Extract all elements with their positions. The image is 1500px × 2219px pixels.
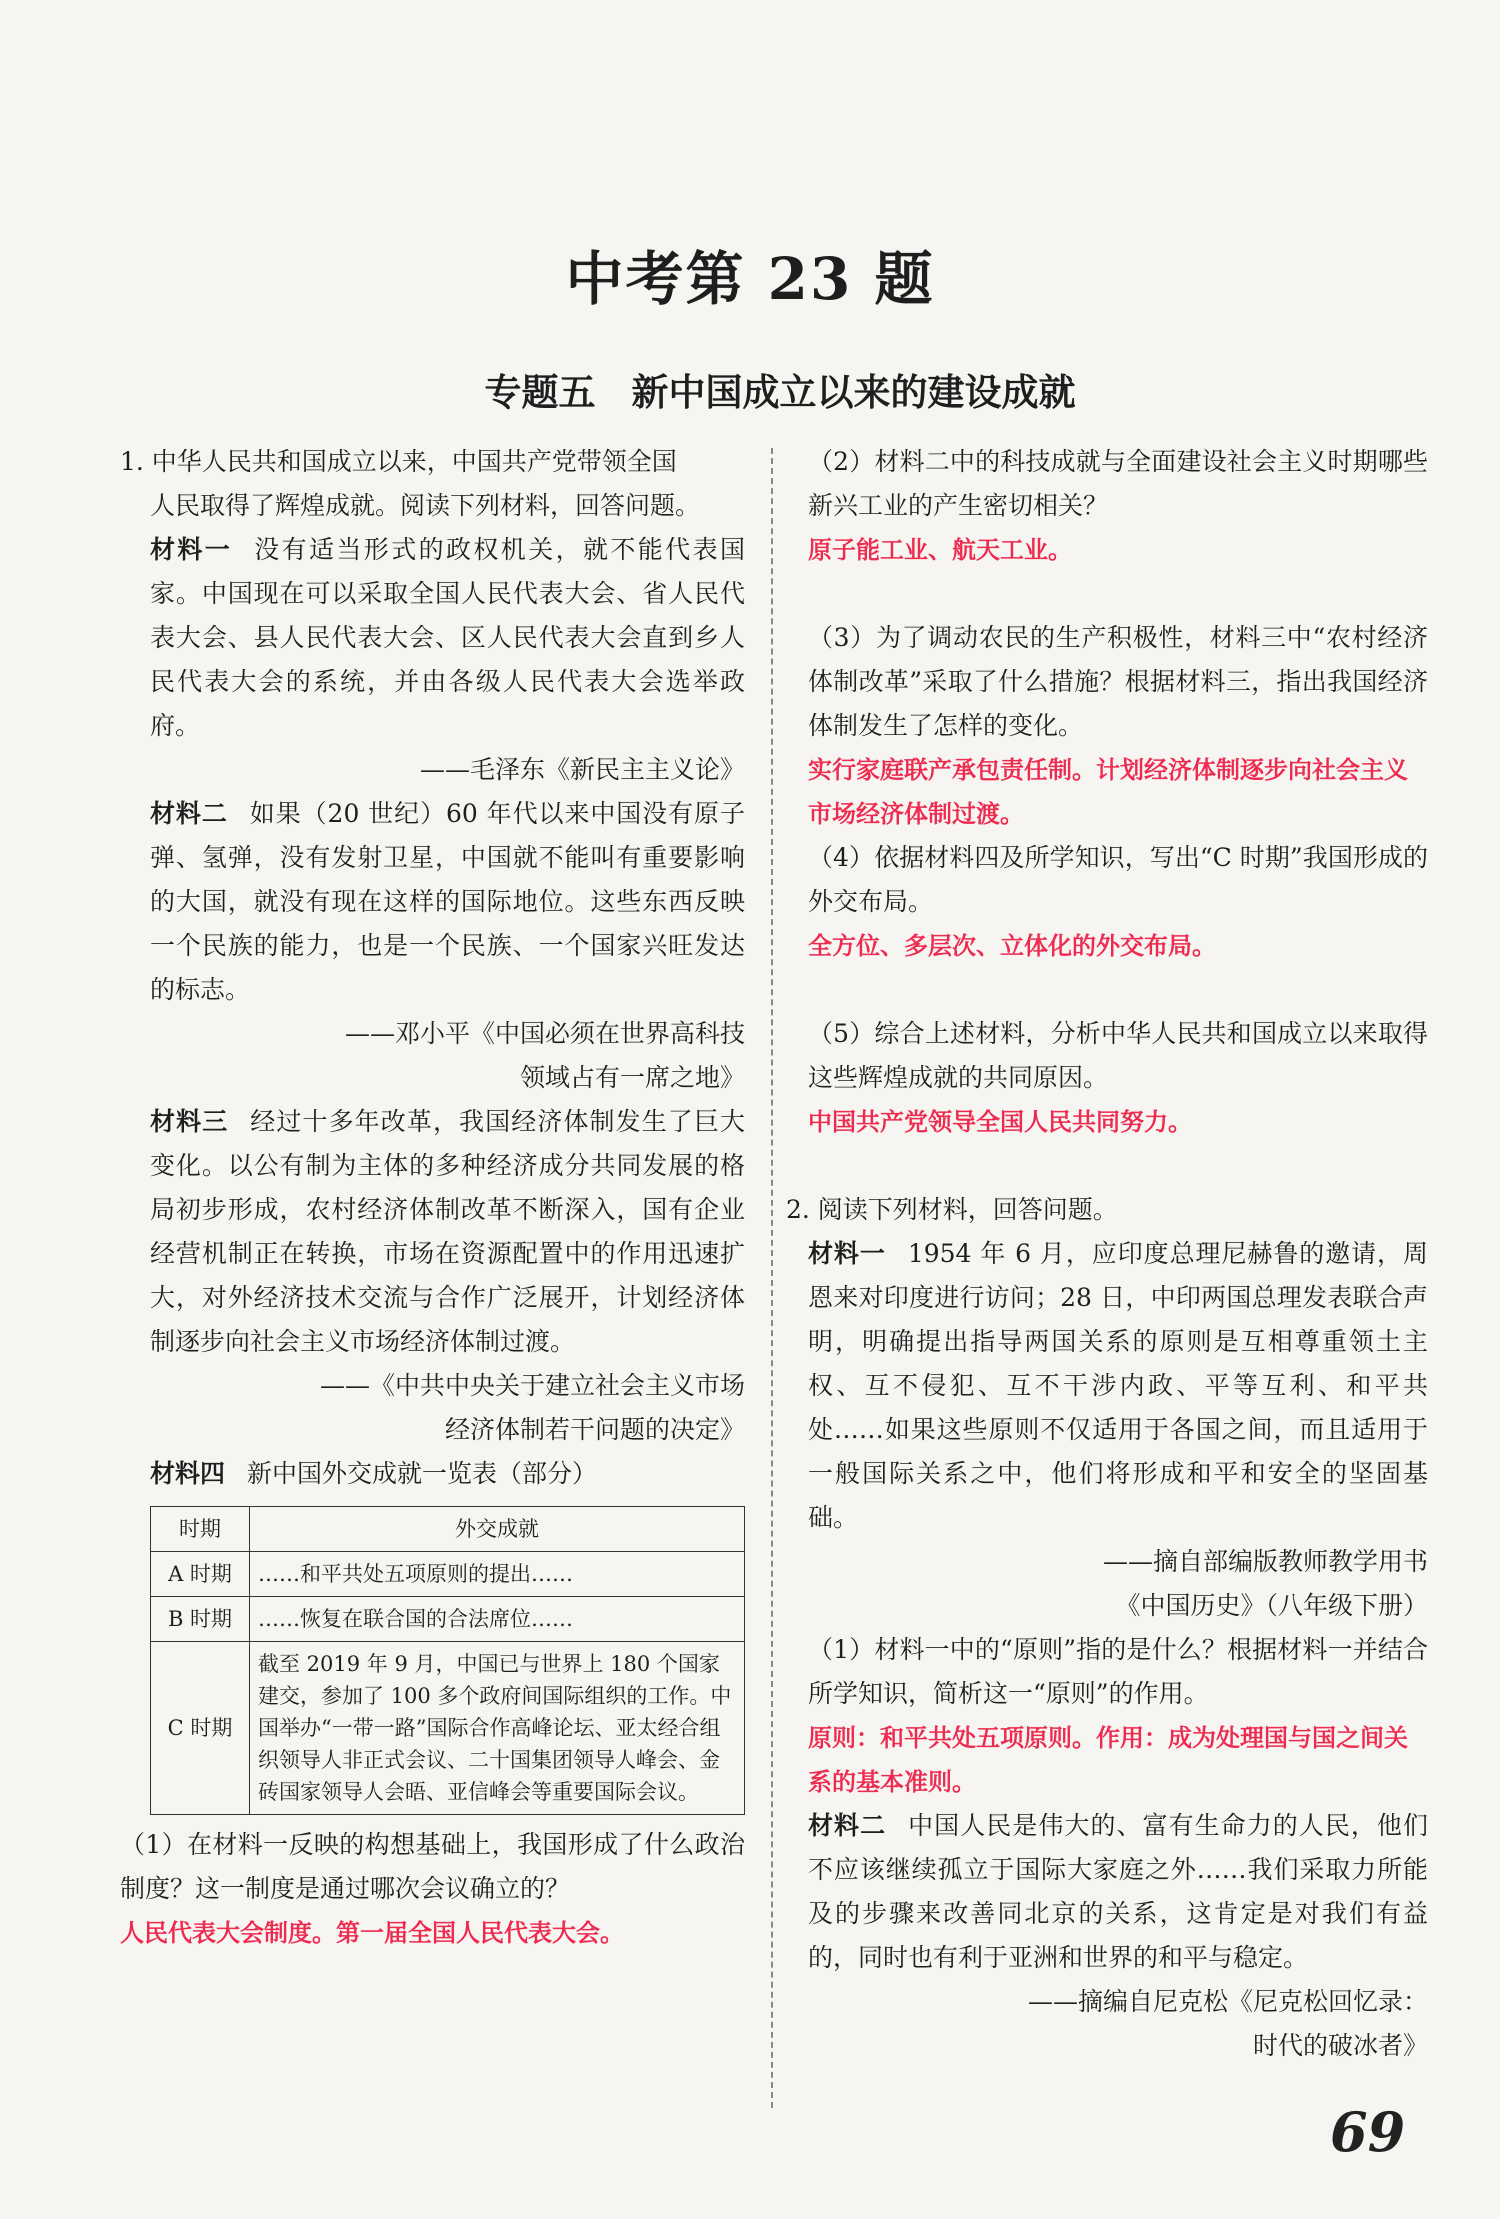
- column-divider: [771, 448, 773, 2108]
- material-source: 时代的破冰者》: [1252, 2031, 1428, 2060]
- q1-material-2: [120, 792, 745, 1100]
- material-text: 中国人民是伟大的、富有生命力的人民，他们不应该继续孤立于国际大家庭之外……我们采取力所能及的步骤来改善同北京的关系，这肯定是对我们有益的，同时也有利于亚洲和世界的和平与稳定。: [808, 1811, 1428, 1972]
- q1-sub5-answer: 中国共产党领导全国人民共同努力。: [808, 1108, 1192, 1136]
- q1-sub1-answer: 人民代表大会制度。第一届全国人民代表大会。: [120, 1919, 624, 1947]
- topic-heading: [0, 362, 1500, 416]
- q2-sub1-answer: 原则：和平共处五项原则。作用：成为处理国与国之间关系的基本准则。: [808, 1724, 1408, 1796]
- topic-name: 新中国成立以来的建设成就: [631, 370, 1076, 414]
- left-column: [120, 440, 745, 1955]
- material-label: 材料四: [150, 1459, 226, 1488]
- q1-sub2-answer: 原子能工业、航天工业。: [808, 536, 1072, 564]
- q1-sub5-question: （5）综合上述材料，分析中华人民共和国成立以来取得这些辉煌成就的共同原因。: [808, 1019, 1428, 1092]
- q2-stem: 2. 阅读下列材料，回答问题。: [786, 1195, 1118, 1224]
- q1-sub3-answer: 实行家庭联产承包责任制。计划经济体制逐步向社会主义市场经济体制过渡。: [808, 756, 1408, 828]
- table-cell-period: B 时期: [151, 1597, 250, 1642]
- material-label: 材料一: [150, 535, 233, 564]
- q1-sub1-question: （1）在材料一反映的构想基础上，我国形成了什么政治制度？这一制度是通过哪次会议确立的？: [120, 1830, 745, 1903]
- material-text: 1954 年 6 月，应印度总理尼赫鲁的邀请，周恩来对印度进行访问；28 日，中印两国总理发表联合声明，明确提出指导两国关系的原则是互相尊重领土主权、互不侵犯、互不干涉内政、平等互利、和平共处……如果这些原则不仅适用于各国之间，而且适用于一般国际关系之中，他们将形成和平和安全的坚固基础。: [808, 1239, 1428, 1532]
- q2-material-2: [808, 1804, 1428, 2068]
- table-caption: 新中国外交成就一览表（部分）: [247, 1459, 598, 1488]
- material-source: ——摘自部编版教师教学用书: [1102, 1547, 1428, 1576]
- material-label: 材料一: [808, 1239, 886, 1268]
- material-source: ——摘编自尼克松《尼克松回忆录：: [1027, 1987, 1428, 2016]
- q1-sub2-question: （2）材料二中的科技成就与全面建设社会主义时期哪些新兴工业的产生密切相关？: [808, 447, 1428, 520]
- table-row: [151, 1597, 745, 1642]
- column-header-period: 时期: [151, 1507, 250, 1552]
- topic-number: 专题五: [484, 370, 596, 414]
- table-cell-period: C 时期: [151, 1642, 250, 1815]
- q2-material-1: [808, 1232, 1428, 1628]
- page-title: 中考第 23 题: [565, 245, 935, 313]
- q1-stem-line1: 1. 中华人民共和国成立以来，中国共产党带领全国: [120, 447, 677, 476]
- material-source: 经济体制若干问题的决定》: [444, 1415, 745, 1444]
- right-column: [786, 440, 1428, 2068]
- table-cell-achievement: 截至 2019 年 9 月，中国已与世界上 180 个国家建交，参加了 100 多个政府间国际组织的工作。中国举办“一带一路”国际合作高峰论坛、亚太经合组织领导人非正式会议、二十国集团领导人峰会、金砖国家领导人会晤、亚信峰会等重要国际会议。: [250, 1642, 745, 1815]
- material-label: 材料三: [150, 1107, 229, 1136]
- q1-material-4: [120, 1452, 745, 1496]
- table-row: [151, 1552, 745, 1597]
- table-header-row: [151, 1507, 745, 1552]
- material-source: 领域占有一席之地》: [519, 1063, 745, 1092]
- q1-material-1: [120, 528, 745, 792]
- material-text: 如果（20 世纪）60 年代以来中国没有原子弹、氢弹，没有发射卫星，中国就不能叫有重要影响的大国，就没有现在这样的国际地位。这些东西反映一个民族的能力，也是一个民族、一个国家兴旺发达的标志。: [150, 799, 745, 1004]
- table-row: [151, 1642, 745, 1815]
- column-header-achievement: 外交成就: [250, 1507, 745, 1552]
- q1-material-3: [120, 1100, 745, 1452]
- table-cell-achievement: ……和平共处五项原则的提出……: [250, 1552, 745, 1597]
- q2-sub1-question: （1）材料一中的“原则”指的是什么？根据材料一并结合所学知识，简析这一“原则”的作用。: [808, 1635, 1428, 1708]
- material-text: 经过十多年改革，我国经济体制发生了巨大变化。以公有制为主体的多种经济成分共同发展的格局初步形成，农村经济体制改革不断深入，国有企业经营机制正在转换，市场在资源配置中的作用迅速扩大，对外经济技术交流与合作广泛展开，计划经济体制逐步向社会主义市场经济体制过渡。: [150, 1107, 745, 1356]
- q1-sub4-answer: 全方位、多层次、立体化的外交布局。: [808, 932, 1216, 960]
- page-number: 69: [1330, 2100, 1406, 2164]
- material-label: 材料二: [150, 799, 228, 828]
- q1-stem-line2: 人民取得了辉煌成就。阅读下列材料，回答问题。: [150, 491, 701, 520]
- q1-sub3-question: （3）为了调动农民的生产积极性，材料三中“农村经济体制改革”采取了什么措施？根据材料三，指出我国经济体制发生了怎样的变化。: [808, 623, 1428, 740]
- table-cell-achievement: ……恢复在联合国的合法席位……: [250, 1597, 745, 1642]
- material-source: 《中国历史》（八年级下册）: [1115, 1591, 1428, 1620]
- material-source: ——邓小平《中国必须在世界高科技: [344, 1019, 745, 1048]
- material-text: 没有适当形式的政权机关，就不能代表国家。中国现在可以采取全国人民代表大会、省人民代表大会、县人民代表大会、区人民代表大会直到乡人民代表大会的系统，并由各级人民代表大会选举政府。: [150, 535, 745, 740]
- material-source: ——《中共中央关于建立社会主义市场: [319, 1371, 745, 1400]
- q1-sub4-question: （4）依据材料四及所学知识，写出“C 时期”我国形成的外交布局。: [808, 843, 1428, 916]
- table-cell-period: A 时期: [151, 1552, 250, 1597]
- material-source: ——毛泽东《新民主主义论》: [419, 755, 745, 784]
- material-label: 材料二: [808, 1811, 887, 1840]
- diplomacy-table: [150, 1506, 745, 1815]
